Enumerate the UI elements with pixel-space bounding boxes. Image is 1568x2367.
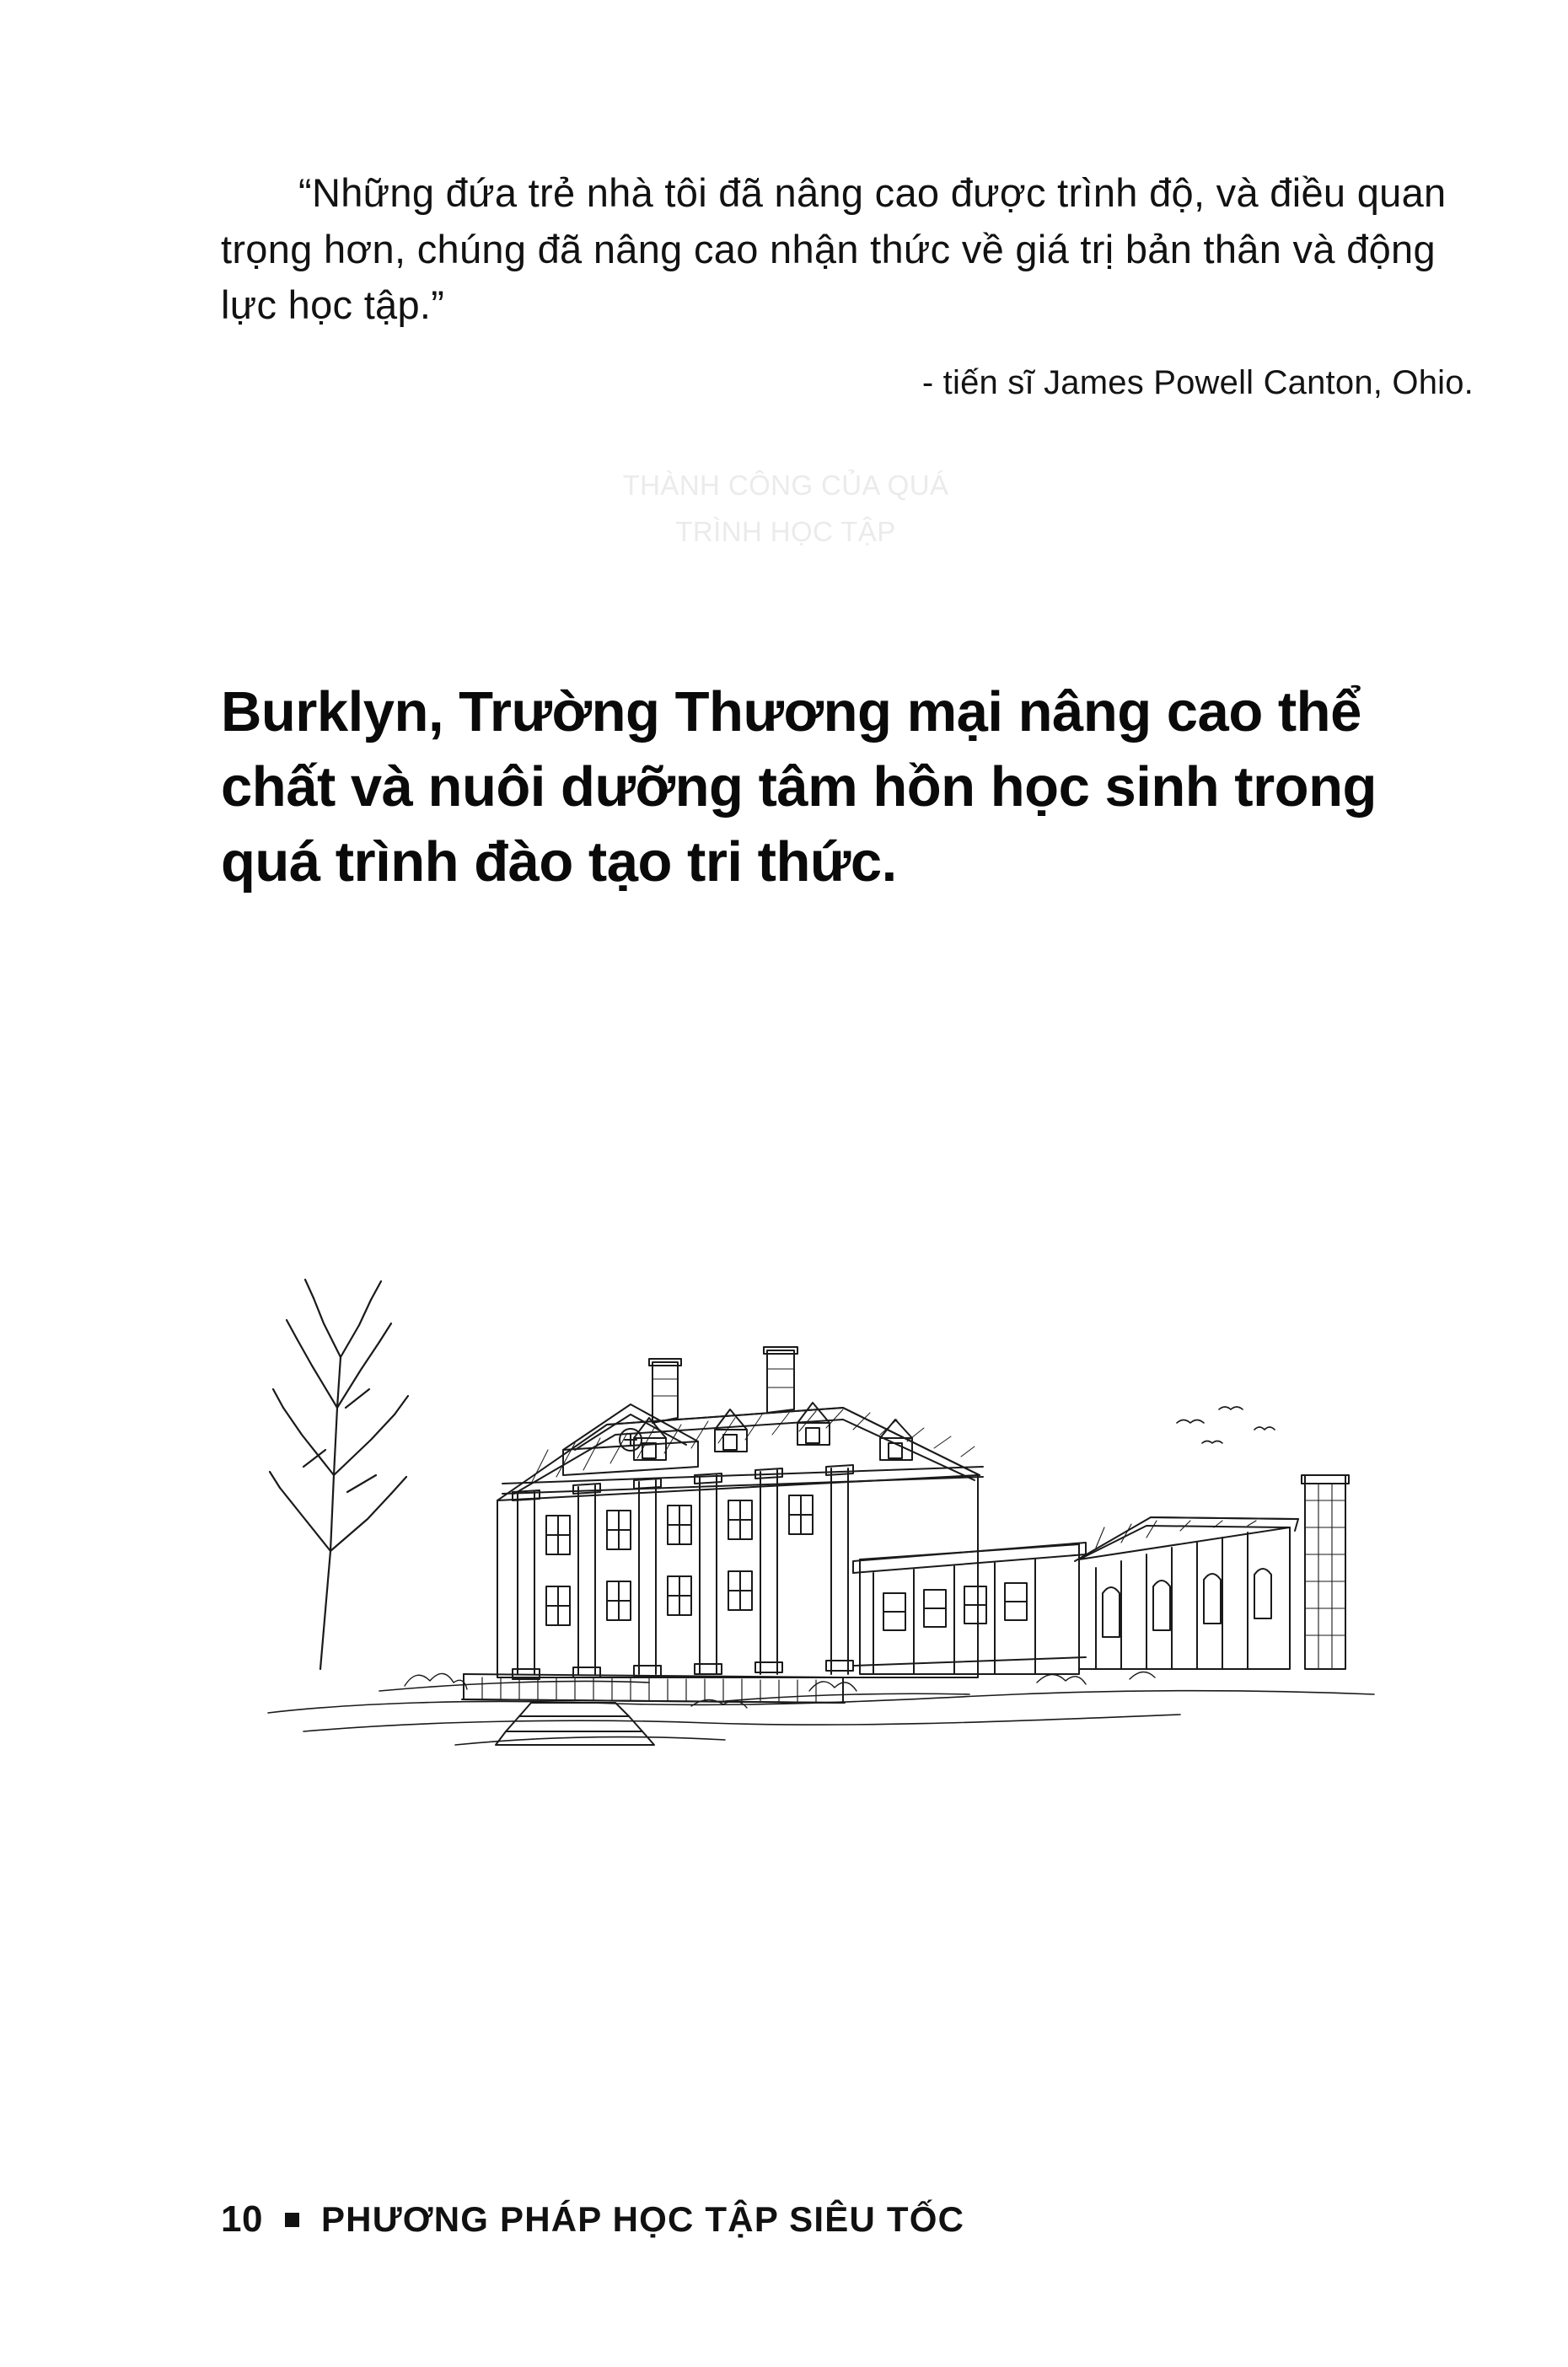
page-footer [221,2198,964,2241]
ghost-text-line-2: TRÌNH HỌC TẬP [675,516,896,547]
birds-shape [1177,1407,1275,1443]
footer-bullet-icon [285,2213,299,2227]
lower-porch-shape [853,1543,1086,1674]
section-heading: Burklyn, Trường Thương mại nâng cao thể chất và nuôi dưỡng tâm hồn học sinh trong quá trình đào tạo tri thức. [221,680,1377,894]
terrace-balustrade-shape [462,1674,845,1703]
right-wing-shape [1075,1517,1298,1669]
tree-shape [270,1280,408,1669]
ghost-text-line-1: THÀNH CÔNG CỦA QUÁ [622,470,949,501]
entrance-steps-shape [496,1703,654,1745]
page-number: 10 [221,2198,263,2240]
burklyn-mansion-illustration [253,1197,1433,1787]
ground-shape [268,1681,1374,1745]
quote-text: “Những đứa trẻ nhà tôi đã nâng cao được trình độ, và điều quan trọng hơn, chúng đã nâng cao nhận thức về giá trị bản thân và động lực học tập.” [221,170,1447,328]
right-chimney-shape [1302,1475,1349,1669]
running-title: PHƯƠNG PHÁP HỌC TẬP SIÊU TỐC [320,2199,965,2239]
facade-windows-shape [546,1495,813,1625]
pull-quote [221,165,1477,402]
quote-attribution: - tiến sĩ James Powell Canton, Ohio. [921,364,1474,402]
mansion-body-shape [497,1347,980,1677]
